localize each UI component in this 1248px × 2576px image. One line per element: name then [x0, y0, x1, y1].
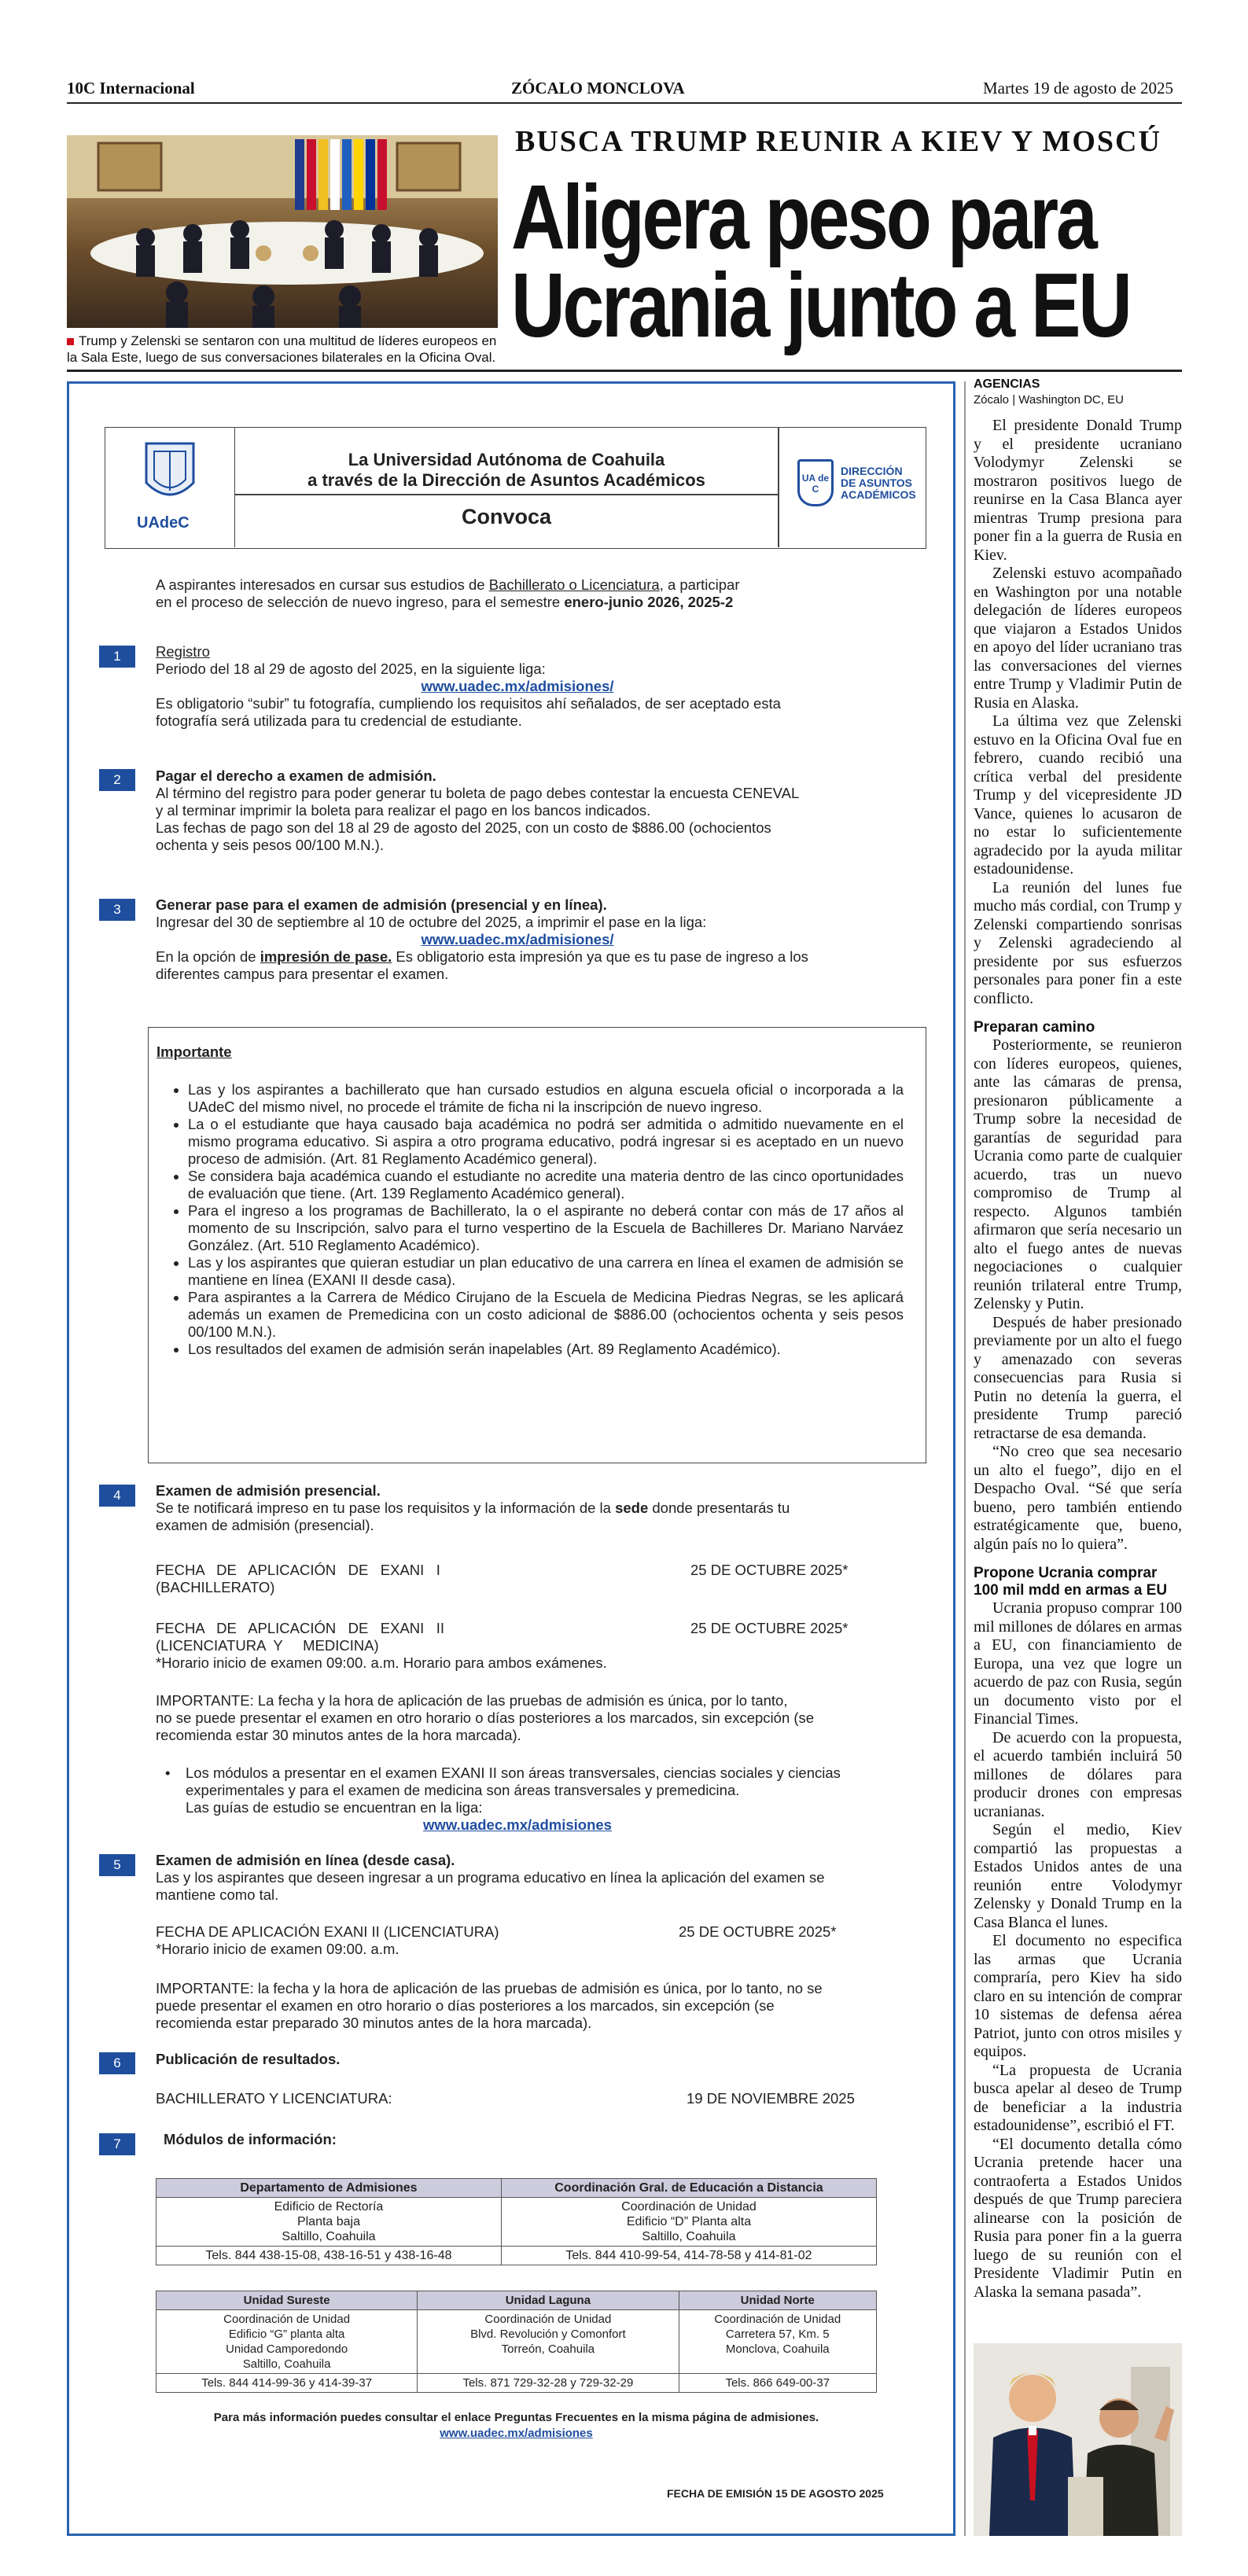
step-2-title: Pagar el derecho a examen de admisión.	[156, 767, 436, 784]
step-2-text: ochenta y seis pesos 00/100 M.N.).	[156, 837, 384, 853]
brand-line: DE ASUNTOS	[841, 477, 913, 489]
online-exam-date: 25 DE OCTUBRE 2025*	[679, 1923, 837, 1940]
ad-header-divider	[778, 428, 779, 547]
intro-levels: Bachillerato o Licenciatura	[488, 576, 660, 593]
ad-title-divider	[235, 494, 778, 495]
online-exam-date-row	[156, 1923, 926, 1942]
info-table-units	[156, 2291, 877, 2393]
important-item: • Las y los aspirantes a bachillerato que han cursado estudios en alguna escuela oficial o incorporada a la UAdeC del mismo nivel, no procede el trámite de ficha ni la inscripción de nuevo ingreso.	[188, 1081, 904, 1116]
article-paragraph: Según el medio, Kiev compartió las propuestas a Estados Unidos antes de una reunión entre Volodymyr Zelensky y Donald Trump en la Casa Blanca el lunes.	[974, 1821, 1182, 1931]
step-3-text: Es obligatorio esta impresión ya que es tu pase de ingreso a los	[392, 948, 808, 965]
step-7-title: Módulos de información:	[164, 2131, 337, 2147]
step-6-badge: 6	[99, 2052, 135, 2074]
table-phone: Tels. 844 438-15-08, 438-16-51 y 438-16-48	[156, 2247, 502, 2265]
column-divider	[964, 381, 966, 2536]
table-cell-line: Planta baja	[296, 2215, 360, 2228]
pass-link[interactable]: www.uadec.mx/admisiones/	[421, 931, 614, 948]
important-item: • Para aspirantes a la Carrera de Médico Cirujano de la Escuela de Medicina Piedras Negras, se les aplicará además un examen de Premedicina con un costo adicional de $886.00 (ochocientos ochenta y seis pesos 00/100 M.N.).	[188, 1289, 904, 1341]
byline-agency: AGENCIAS	[974, 377, 1040, 391]
table-cell-line: Coordinación de Unidad	[621, 2200, 757, 2214]
step-4-text: Se te notificará impreso en tu pase los requisitos y la información de la	[156, 1500, 616, 1516]
convoca-label: Convoca	[461, 505, 552, 528]
important-item: • Los resultados del examen de admisión serán inapelables (Art. 89 Reglamento Académico).	[188, 1341, 904, 1358]
table-cell-line: Coordinación de Unidad	[223, 2313, 351, 2326]
table-cell-line: Carretera 57, Km. 5	[725, 2328, 830, 2341]
caption-line: Trump y Zelenski se sentaron con una multitud de líderes europeos en	[79, 333, 497, 348]
article-paragraph: Posteriormente, se reunieron con líderes europeos, quienes, ante las cámaras de prensa, presionaron públicamente a Trump sobre la necesidad de garantías de seguridad para Ucrania como parte de cualquier acuerdo, tras un nuevo compromiso de Trump al respecto. Algunos también afirmaron que sería necesario un alto el fuego antes de nuevas negociaciones o cualquier reunión trilateral entre Trump, Zelensky y Putin.	[974, 1036, 1182, 1312]
table-phone: Tels. 866 649-00-37	[679, 2374, 877, 2393]
results-row	[156, 2090, 926, 2109]
step-5-important-line: IMPORTANTE: la fecha y la hora de aplicación de las pruebas de admisión es única, por lo tanto, no se	[156, 1980, 823, 1996]
article-paragraph: Ucrania propuso comprar 100 mil millones de dólares en armas a EU, con financiamiento de Europa, una vez que logre un acuerdo de paz con Rusia, según un documento visto por el Financial Times.	[974, 1599, 1182, 1728]
step-1-badge: 1	[99, 646, 135, 668]
step-5-important	[156, 1980, 926, 2032]
step-4-venue: sede	[615, 1500, 649, 1516]
table-header: Coordinación Gral. de Educación a Distancia	[501, 2179, 876, 2198]
article-paragraph: De acuerdo con la propuesta, el acuerdo también incluirá 50 millones de dólares para producir drones con empresas ucranianas.	[974, 1728, 1182, 1820]
step-2	[156, 767, 926, 854]
exani-2-date-row	[156, 1620, 926, 1659]
study-guides-link[interactable]: www.uadec.mx/admisiones	[423, 1816, 612, 1833]
intro-text: A aspirantes interesados en cursar sus estudios de	[156, 576, 489, 593]
brand-line: ACADÉMICOS	[841, 488, 916, 501]
newspaper-name: ZÓCALO MONCLOVA	[511, 79, 685, 98]
important-list	[188, 1081, 904, 1358]
modules-text: Las guías de estudio se encuentran en la liga:	[186, 1799, 483, 1816]
article-paragraph: La última vez que Zelenski estuvo en la Oficina Oval fue en febrero, cuando recibió una crítica verbal del presidente Trump y del vicepresidente JD Vance, quienes lo acusaron de no estar lo suficientemente agradecido por la ayuda militar estadounidense.	[974, 712, 1182, 878]
brand-line: DIRECCIÓN	[841, 465, 903, 477]
step-6-title: Publicación de resultados.	[156, 2051, 341, 2067]
table-cell-line: Monclova, Coahuila	[725, 2342, 830, 2356]
exani-1-date-row	[156, 1562, 926, 1601]
exani-2-label: FECHA DE APLICACIÓN DE EXANI II	[156, 1620, 445, 1636]
article-paragraph: “La propuesta de Ucrania busca apelar al deseo de Trump de beneficiar a la industria estadounidense”, escribió el FT.	[974, 2061, 1182, 2134]
step-5-badge: 5	[99, 1854, 135, 1876]
step-4-modules	[156, 1765, 926, 1834]
trump-zelenski-photo	[974, 2343, 1182, 2536]
caption-line: la Sala Este, luego de sus conversaciones bilaterales en la Oficina Oval.	[67, 350, 496, 365]
academic-affairs-shield-icon	[797, 459, 834, 506]
table-cell-line: Saltillo, Coahuila	[642, 2230, 736, 2243]
step-4-important-line: recomienda estar 30 minutos antes de la hora marcada).	[156, 1727, 521, 1743]
section-rule	[67, 370, 1182, 372]
table-cell-line: Coordinación de Unidad	[714, 2313, 841, 2326]
kicker: BUSCA TRUMP REUNIR A KIEV Y MOSCÚ	[515, 125, 1161, 158]
step-3-text: Ingresar del 30 de septiembre al 10 de octubre del 2025, a imprimir el pase en la liga:	[156, 914, 707, 930]
step-5-title: Examen de admisión en línea (desde casa).	[156, 1852, 455, 1868]
ad-title-2: a través de la Dirección de Asuntos Académicos	[307, 470, 705, 490]
table-cell-line: Unidad Camporedondo	[226, 2342, 348, 2356]
subhead-line: Propone Ucrania comprar	[974, 1565, 1158, 1581]
article-paragraph: Después de haber presionado previamente por un alto el fuego y amenazado con severas consecuencias para Rusia si Putin no detenía la guerra, el presidente Trump pareció retractarse de esa demanda.	[974, 1313, 1182, 1442]
bullet-icon: •	[165, 1765, 171, 1781]
step-4-important-line: no se puede presentar el examen en otro horario o días posteriores a los marcados, sin excepción (se	[156, 1709, 815, 1726]
exani-2-date: 25 DE OCTUBRE 2025*	[690, 1620, 849, 1636]
results-label: BACHILLERATO Y LICENCIATURA:	[156, 2090, 392, 2107]
header-rule	[67, 102, 1182, 104]
step-3-text: En la opción de	[156, 948, 260, 965]
summit-photo	[67, 135, 498, 328]
important-title: Importante	[156, 1043, 232, 1060]
important-box	[148, 1027, 926, 1463]
article-paragraph: “No creo que sea necesario un alto el fuego”, dijo en el Despacho Oval. “Sé que sería bueno, pero también entiendo estratégicamente que, bueno, algún país no lo quiera”.	[974, 1443, 1182, 1553]
faq-note: Para más información puedes consultar el enlace Preguntas Frecuentes en la misma página de admisiones.	[213, 2411, 819, 2424]
step-5	[156, 1852, 926, 1904]
academic-affairs-brand	[841, 466, 916, 501]
step-2-text: y al terminar imprimir la boleta para realizar el pago en los bancos indicados.	[156, 802, 651, 819]
subhead-line: 100 mil mdd en armas a EU	[974, 1582, 1168, 1599]
print-pass-option: impresión de pase.	[260, 948, 392, 965]
logo-text: UAdeC	[137, 514, 190, 532]
table-cell-line: Edificio “D” Planta alta	[626, 2215, 752, 2228]
ad-header	[105, 427, 926, 549]
step-3	[156, 896, 926, 983]
article-paragraph: La reunión del lunes fue mucho más cordial, con Trump y Zelenski compartiendo sonrisas y Zelenski agradeciendo al presidente por sus esfuerzos personales para poner fin a este conflicto.	[974, 878, 1182, 1007]
important-item: • Se considera baja académica cuando el estudiante no acredite una materia dentro de las cinco oportunidades de evaluación que tiene. (Art. 139 Reglamento Académico general).	[188, 1168, 904, 1202]
step-5-text: mantiene como tal.	[156, 1886, 279, 1903]
step-2-badge: 2	[99, 769, 135, 791]
step-1	[156, 643, 926, 730]
table-header: Unidad Sureste	[156, 2291, 418, 2310]
headline-line-2: Ucrania junto a EU	[511, 254, 1130, 356]
step-2-text: Las fechas de pago son del 18 al 29 de agosto del 2025, con un costo de $886.00 (ochocientos	[156, 819, 771, 836]
table-phone: Tels. 844 410-99-54, 414-78-58 y 414-81-02	[501, 2247, 876, 2265]
step-1-text: Periodo del 18 al 29 de agosto del 2025, en la siguiente liga:	[156, 661, 546, 677]
step-5-important-line: puede presentar el examen en otro horario o días posteriores a los marcados, sin excepción (se	[156, 1997, 775, 2014]
intro-text: en el proceso de selección de nuevo ingreso, para el semestre	[156, 594, 565, 610]
step-3-badge: 3	[99, 899, 135, 921]
step-4-text: donde presentarás tu	[648, 1500, 790, 1516]
results-date: 19 DE NOVIEMBRE 2025	[687, 2090, 855, 2107]
step-4-important	[156, 1692, 926, 1744]
subhead-preparan: Preparan camino	[974, 1019, 1095, 1036]
table-phone: Tels. 844 414-99-36 y 414-39-37	[156, 2374, 418, 2393]
table-phone: Tels. 871 729-32-28 y 729-32-29	[418, 2374, 679, 2393]
section-label: 10C Internacional	[67, 79, 195, 98]
table-cell-line: Coordinación de Unidad	[484, 2313, 612, 2326]
emission-date: FECHA DE EMISIÓN 15 DE AGOSTO 2025	[667, 2487, 884, 2500]
registration-link[interactable]: www.uadec.mx/admisiones/	[421, 678, 614, 694]
ad-intro	[156, 576, 926, 611]
step-2-text: Al término del registro para poder generar tu boleta de pago debes contestar la encuesta CENEVAL	[156, 785, 800, 801]
article-paragraph: Zelenski estuvo acompañado en Washington por una notable delegación de líderes europeos que viajaron a Estados Unidos en apoyo del líder ucraniano tras las conversaciones del viernes entre Trump y Vladimir Putin de Rusia en Alaska.	[974, 565, 1182, 712]
info-table-main	[156, 2178, 877, 2265]
step-5-text: Las y los aspirantes que deseen ingresar a un programa educativo en línea la aplicación del examen se	[156, 1869, 825, 1886]
article-paragraph: “El documento detalla cómo Ucrania pretende hacer una contraoferta a Estados Unidos después de que Trump pareciera alinearse con la posición de Rusia para poner fin a la guerra luego de su reunión con el Presidente Vladimir Putin en Alaska la semana pasada”.	[974, 2135, 1182, 2301]
subhead-propone	[974, 1565, 1182, 1599]
online-exam-note: *Horario inicio de examen 09:00. a.m.	[156, 1941, 399, 1957]
online-exam-label: FECHA DE APLICACIÓN EXANI II (LICENCIATURA)	[156, 1923, 499, 1940]
uadec-ad	[67, 381, 955, 2536]
step-4-text: examen de admisión (presencial).	[156, 1517, 374, 1533]
headline-line-1: Aligera peso para	[511, 166, 1095, 268]
important-item: • Las y los aspirantes que quieran estudiar un plan educativo de una carrera en línea el examen de admisión se mantiene en línea (EXANI II desde casa).	[188, 1254, 904, 1289]
step-1-title: Registro	[156, 643, 210, 660]
admissions-link[interactable]: www.uadec.mx/admisiones	[440, 2427, 593, 2440]
article-paragraph: El documento no especifica las armas que Ucrania compraría, pero Kiev ha sido claro en su intención de comprar 10 sistemas de defensa aérea Patriot, junto con otros misiles y equipos.	[974, 1932, 1182, 2060]
article-paragraph: El presidente Donald Trump y el presidente ucraniano Volodymyr Zelenski se mostraron positivos luego de reunirse en la Casa Blanca ayer mientras Trump presiona para poner fin a la guerra de Rusia en Kiev.	[974, 417, 1182, 564]
step-4-important-line: IMPORTANTE: La fecha y la hora de aplicación de las pruebas de admisión es única, por lo tanto,	[156, 1692, 788, 1709]
exani-schedule-note: *Horario inicio de examen 09:00. a.m. Horario para ambos exámenes.	[156, 1654, 607, 1671]
step-5-important-line: recomienda estar preparado 30 minutos antes de la hora marcada).	[156, 2015, 592, 2031]
uadec-logo	[105, 428, 235, 547]
step-3-title: Generar pase para el examen de admisión (presencial y en línea).	[156, 896, 607, 913]
intro-semester: enero-junio 2026, 2025-2	[564, 594, 734, 610]
brand-mark: UA de C	[801, 473, 830, 495]
photo-caption	[67, 333, 498, 366]
step-3-text: diferentes campus para presentar el examen.	[156, 966, 449, 982]
step-4-title: Examen de admisión presencial.	[156, 1482, 381, 1499]
ad-title-1: La Universidad Autónoma de Coahuila	[348, 450, 665, 469]
modules-text: Los módulos a presentar en el examen EXANI II son áreas transversales, ciencias sociales y ciencias	[186, 1765, 841, 1781]
exani-1-level: (BACHILLERATO)	[156, 1579, 275, 1595]
step-1-text: Es obligatorio “subir” tu fotografía, cumpliendo los requisitos ahí señalados, de ser aceptado esta	[156, 695, 781, 712]
table-header: Unidad Norte	[679, 2291, 877, 2310]
step-1-text: fotografía será utilizada para tu credencial de estudiante.	[156, 712, 522, 729]
table-cell-line: Saltillo, Coahuila	[242, 2357, 331, 2371]
important-item: • Para el ingreso a los programas de Bachillerato, la o el aspirante no deberá contar con más de 17 años al momento de su Inscripción, salvo para el turno vespertino de la Escuela de Bachilleres Dr. Mariano Narváez González. (Art. 510 Reglamento Académico).	[188, 1202, 904, 1254]
step-7-badge: 7	[99, 2133, 135, 2155]
table-cell-line: Blvd. Revolución y Comonfort	[470, 2328, 626, 2341]
exani-1-label: FECHA DE APLICACIÓN DE EXANI I	[156, 1562, 440, 1578]
exani-2-level: (LICENCIATURA Y MEDICINA)	[156, 1637, 379, 1654]
step-4	[156, 1482, 926, 1534]
byline-place: Zócalo | Washington DC, EU	[974, 393, 1124, 407]
caption-marker	[67, 338, 74, 345]
table-header: Unidad Laguna	[418, 2291, 679, 2310]
step-4-badge: 4	[99, 1485, 135, 1507]
modules-text: experimentales y para el examen de medicina son áreas transversales y premedicina.	[186, 1782, 740, 1798]
article-body	[974, 417, 1182, 2302]
table-cell-line: Edificio de Rectoría	[274, 2200, 384, 2214]
important-item: • La o el estudiante que haya causado baja académica no podrá ser admitida o admitido nuevamente en el mismo programa educativo. Si aspira a otro programa educativo, podrá ingresar si es aceptado en un nuevo proceso de admisión. (Art. 81 Reglamento Académico general).	[188, 1116, 904, 1168]
table-header: Departamento de Admisiones	[156, 2179, 502, 2198]
issue-date: Martes 19 de agosto de 2025	[983, 79, 1174, 98]
exani-1-date: 25 DE OCTUBRE 2025*	[690, 1562, 849, 1578]
intro-text: , a participar	[659, 576, 740, 593]
table-cell-line: Torreón, Coahuila	[501, 2342, 595, 2356]
table-cell-line: Saltillo, Coahuila	[282, 2230, 376, 2243]
table-cell-line: Edificio “G” planta alta	[228, 2328, 345, 2341]
